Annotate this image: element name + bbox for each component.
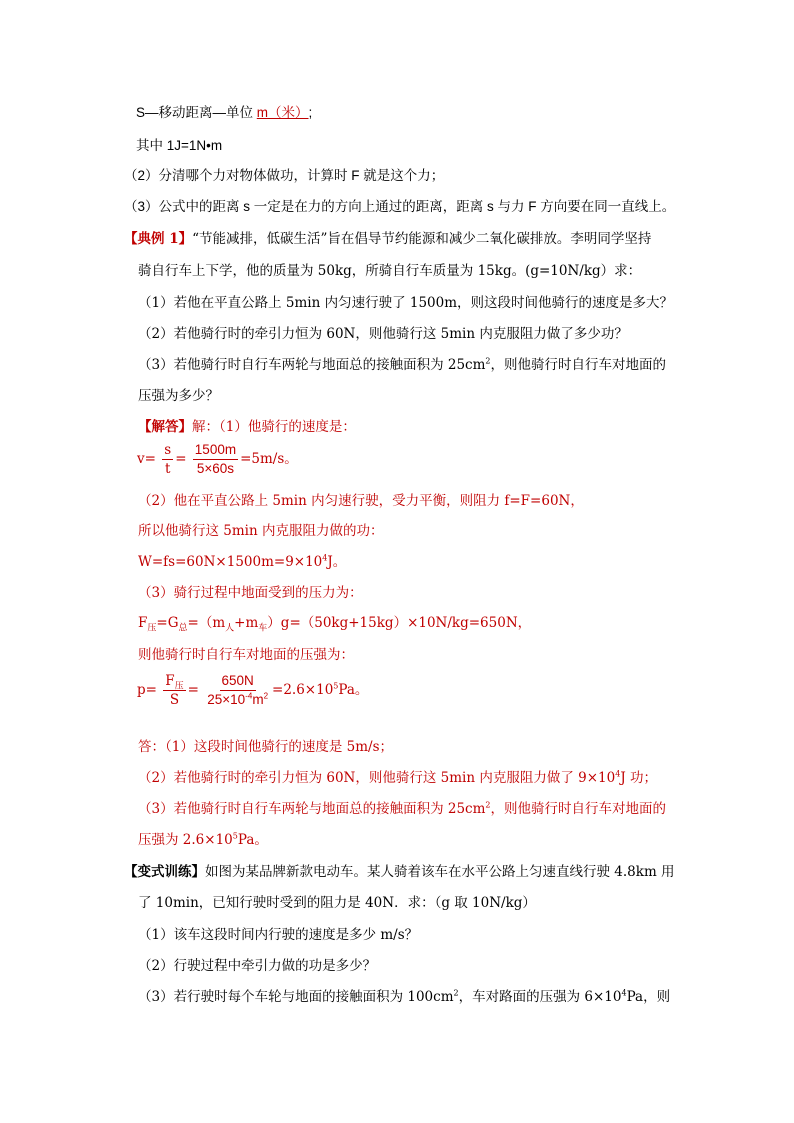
text: = — [187, 682, 199, 698]
variant-line-2: 了 10min，已知行驶时受到的阻力是 40N．求：（g 取 10N/kg） — [138, 895, 536, 911]
text: 如图为某品牌新款电动车。某人骑着该车在水平公路上匀速直线行驶 4.8km 用 — [205, 864, 675, 880]
variant-question-2: （2）行驶过程中牵引力做的功是多少？ — [138, 958, 377, 974]
superscript: 2 — [263, 691, 269, 701]
answer-3-cont — [138, 831, 268, 849]
question-3 — [138, 356, 666, 374]
text: W=fs=60N×1500m=9×10 — [138, 554, 323, 570]
unit-line — [136, 104, 312, 122]
variant-line-1 — [124, 863, 675, 881]
joule-definition: 其中 1J=1N•m — [136, 138, 223, 153]
text: ，则他骑行时自行车对地面的 — [490, 357, 667, 373]
question-2: （2）若他骑行时的牵引力恒为 60N，则他骑行这 5min 内克服阻力做了多少功？ — [138, 326, 628, 342]
text: （3）若他骑行时自行车两轮与地面总的接触面积为 25cm — [138, 801, 486, 817]
superscript: -4 — [245, 691, 253, 701]
numerator: 650N — [220, 672, 256, 691]
text: （2）若他骑行时的牵引力恒为 60N，则他骑行这 5min 内克服阻力做了 9×10 — [138, 770, 616, 786]
denominator: S — [169, 692, 180, 708]
solution-2: （2）他在平直公路上 5min 内匀速行驶，受力平衡，则阻力 f=F=60N， — [138, 493, 584, 509]
fraction-pressure-values — [205, 672, 270, 709]
fraction-f-over-s — [163, 672, 185, 709]
text: 解：（1）他骑行的速度是： — [192, 419, 356, 435]
text: ，车对路面的压强为 6×10 — [458, 989, 622, 1005]
subscript: 人 — [225, 623, 235, 634]
denominator — [205, 691, 270, 709]
text: ，则他骑行时自行车对地面的 — [490, 801, 667, 817]
subscript: 压 — [147, 623, 157, 634]
question-3-cont: 压强为多少？ — [138, 388, 219, 404]
text: m — [252, 692, 264, 707]
denominator: 5×60s — [196, 461, 235, 476]
solution-3: 所以他骑行这 5min 内克服阻力做的功： — [138, 523, 384, 539]
superscript: 2 — [485, 800, 491, 810]
text: Pa。 — [338, 682, 369, 698]
unit-value: m（米） — [256, 105, 309, 120]
superscript: 4 — [615, 769, 621, 779]
answer-1: 答：（1）这段时间他骑行的速度是 5m/s； — [138, 739, 393, 755]
text: =G — [156, 615, 179, 631]
solution-5: （3）骑行过程中地面受到的压力为： — [138, 585, 363, 601]
subscript: 车 — [258, 623, 268, 634]
text: F — [138, 615, 148, 631]
text: （3）若他骑行时自行车两轮与地面总的接触面积为 25cm — [138, 357, 486, 373]
answer-3 — [138, 800, 666, 818]
text: 压强为 2.6×10 — [138, 832, 233, 848]
question-1: （1）若他在平直公路上 5min 内匀速行驶了 1500m，则这段时间他骑行的速度是多大？ — [138, 295, 674, 311]
subscript: 总 — [178, 623, 188, 634]
answer-2 — [138, 769, 657, 787]
fraction-s-over-t — [162, 441, 173, 478]
text: =2.6×10 — [272, 682, 334, 698]
text: =（m — [187, 615, 226, 631]
text: ; — [308, 105, 313, 120]
text: “节能减排，低碳生活”旨在倡导节约能源和减少二氧化碳排放。李明同学坚持 — [192, 231, 652, 247]
solution-tag: 【解答】 — [138, 419, 192, 435]
superscript: 4 — [322, 553, 328, 563]
numerator — [163, 672, 185, 691]
numerator: 1500m — [193, 441, 238, 460]
point-3: （3）公式中的距离 s 一定是在力的方向上通过的距离，距离 s 与力 F 方向要在同一直线上。 — [124, 199, 676, 214]
text: （3）若行驶时每个车轮与地面的接触面积为 100cm — [138, 989, 454, 1005]
fraction-values — [193, 441, 238, 478]
pressure-formula — [137, 672, 368, 709]
text: ）g=（50kg+15kg）×10N/kg=650N， — [267, 615, 532, 631]
example-1-line-1 — [124, 230, 651, 248]
superscript: 2 — [453, 988, 459, 998]
solution-7: 则他骑行时自行车对地面的压强为： — [138, 647, 354, 663]
superscript: 5 — [333, 681, 339, 691]
text: = — [175, 451, 187, 467]
text: 25×10 — [207, 692, 246, 707]
superscript: 5 — [232, 831, 238, 841]
text: +m — [234, 615, 259, 631]
text: J 功； — [620, 770, 658, 786]
variant-tag: 【变式训练】 — [124, 864, 205, 880]
text: Pa，则 — [626, 989, 671, 1005]
velocity-formula — [137, 441, 298, 478]
numerator: s — [164, 442, 172, 458]
solution-heading — [138, 418, 356, 436]
example-tag: 【典例 1】 — [124, 231, 193, 247]
example-1-line-2: 骑自行车上下学，他的质量为 50kg，所骑自行车质量为 15kg。(g=10N/kg）求： — [138, 263, 642, 279]
text: v= — [137, 451, 156, 467]
denominator: t — [165, 461, 171, 477]
text: S—移动距离—单位 — [136, 105, 257, 120]
text: Pa。 — [237, 832, 268, 848]
text: F — [165, 673, 175, 689]
pressure-force-formula — [138, 614, 531, 632]
point-2: （2）分清哪个力对物体做功，计算时 F 就是这个力； — [124, 168, 445, 183]
work-formula — [138, 553, 346, 571]
text: J。 — [327, 554, 347, 570]
superscript: 4 — [621, 988, 627, 998]
text: p= — [137, 682, 157, 698]
variant-question-1: （1）该车这段时间内行驶的速度是多少 m/s？ — [138, 927, 419, 943]
text: =5m/s。 — [240, 451, 298, 467]
subscript: 压 — [174, 681, 184, 692]
superscript: 2 — [485, 356, 491, 366]
variant-question-3 — [138, 988, 670, 1006]
